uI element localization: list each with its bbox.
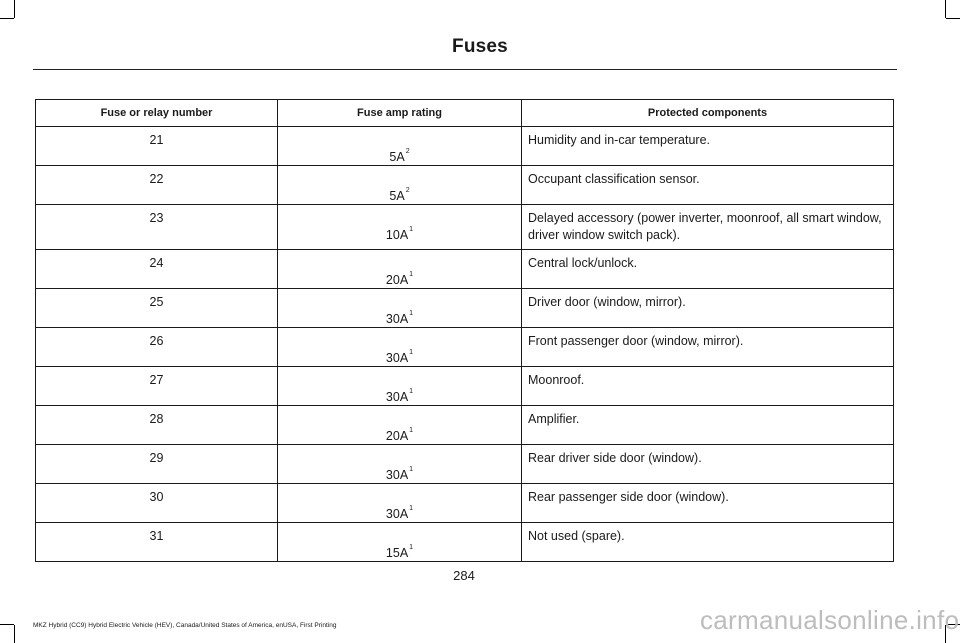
amp-value: 30A bbox=[385, 312, 409, 326]
column-header-amp-rating: Fuse amp rating bbox=[278, 100, 522, 127]
fuse-number: 22 bbox=[36, 166, 278, 205]
amp-rating bbox=[278, 127, 522, 166]
table-row bbox=[36, 328, 894, 367]
footnote-marker: 1 bbox=[409, 466, 414, 473]
header-divider bbox=[33, 69, 897, 70]
fuse-table bbox=[35, 99, 894, 562]
fuse-number: 30 bbox=[36, 484, 278, 523]
column-header-protected-components: Protected components bbox=[522, 100, 894, 127]
page-title: Fuses bbox=[452, 36, 508, 57]
table-row bbox=[36, 406, 894, 445]
amp-rating bbox=[278, 250, 522, 289]
fuse-number: 21 bbox=[36, 127, 278, 166]
footnote-marker: 2 bbox=[405, 148, 410, 155]
fuse-number: 23 bbox=[36, 205, 278, 250]
fuse-number: 29 bbox=[36, 445, 278, 484]
footnote-marker: 1 bbox=[409, 310, 414, 317]
protected-component: Humidity and in-car temperature. bbox=[522, 127, 894, 166]
fuse-number: 27 bbox=[36, 367, 278, 406]
crop-mark-top-left-h bbox=[0, 18, 14, 19]
table-row bbox=[36, 484, 894, 523]
amp-rating bbox=[278, 367, 522, 406]
amp-rating bbox=[278, 166, 522, 205]
footnote-marker: 1 bbox=[409, 271, 414, 278]
protected-component: Central lock/unlock. bbox=[522, 250, 894, 289]
amp-value: 15A bbox=[385, 546, 409, 560]
amp-value: 5A bbox=[389, 189, 405, 203]
table-header-row bbox=[36, 100, 894, 127]
table-row bbox=[36, 289, 894, 328]
fuse-number: 24 bbox=[36, 250, 278, 289]
footnote-marker: 1 bbox=[409, 226, 414, 233]
amp-value: 30A bbox=[385, 351, 409, 365]
watermark: carmanualsonline.info bbox=[700, 605, 960, 635]
protected-component: Occupant classification sensor. bbox=[522, 166, 894, 205]
crop-mark-top-right bbox=[945, 0, 946, 18]
protected-component: Moonroof. bbox=[522, 367, 894, 406]
column-header-fuse-number: Fuse or relay number bbox=[36, 100, 278, 127]
page-number: 284 bbox=[453, 568, 475, 583]
table-row bbox=[36, 127, 894, 166]
fuse-number: 28 bbox=[36, 406, 278, 445]
amp-value: 20A bbox=[385, 429, 409, 443]
fuse-number: 25 bbox=[36, 289, 278, 328]
footnote-marker: 1 bbox=[409, 388, 414, 395]
amp-value: 30A bbox=[385, 468, 409, 482]
amp-rating bbox=[278, 289, 522, 328]
amp-rating bbox=[278, 484, 522, 523]
protected-component: Amplifier. bbox=[522, 406, 894, 445]
footer-text: MKZ Hybrid (CC9) Hybrid Electric Vehicle (HEV), Canada/United States of America, enUSA, First Printing bbox=[33, 622, 337, 629]
protected-component: Front passenger door (window, mirror). bbox=[522, 328, 894, 367]
footnote-marker: 1 bbox=[409, 544, 414, 551]
amp-rating bbox=[278, 205, 522, 250]
table-row bbox=[36, 367, 894, 406]
footnote-marker: 1 bbox=[409, 349, 414, 356]
amp-value: 10A bbox=[385, 228, 409, 242]
amp-rating bbox=[278, 406, 522, 445]
protected-component: Delayed accessory (power inverter, moonroof, all smart window, driver window switch pack). bbox=[522, 205, 894, 250]
fuse-number: 26 bbox=[36, 328, 278, 367]
protected-component: Rear passenger side door (window). bbox=[522, 484, 894, 523]
table-row bbox=[36, 523, 894, 562]
protected-component: Not used (spare). bbox=[522, 523, 894, 562]
fuse-number: 31 bbox=[36, 523, 278, 562]
amp-value: 5A bbox=[389, 150, 405, 164]
crop-mark-top-right-h bbox=[946, 18, 960, 19]
amp-rating bbox=[278, 328, 522, 367]
footnote-marker: 1 bbox=[409, 505, 414, 512]
amp-rating bbox=[278, 523, 522, 562]
crop-mark-top-left bbox=[14, 0, 15, 18]
amp-value: 30A bbox=[385, 507, 409, 521]
amp-value: 30A bbox=[385, 390, 409, 404]
protected-component: Driver door (window, mirror). bbox=[522, 289, 894, 328]
table-row bbox=[36, 166, 894, 205]
amp-rating bbox=[278, 445, 522, 484]
amp-value: 20A bbox=[385, 273, 409, 287]
protected-component: Rear driver side door (window). bbox=[522, 445, 894, 484]
footnote-marker: 1 bbox=[409, 427, 414, 434]
table-row bbox=[36, 250, 894, 289]
crop-mark-bottom-left bbox=[14, 625, 15, 643]
table-row bbox=[36, 205, 894, 250]
crop-mark-bottom-left-h bbox=[0, 624, 14, 625]
footnote-marker: 2 bbox=[405, 187, 410, 194]
table-row bbox=[36, 445, 894, 484]
